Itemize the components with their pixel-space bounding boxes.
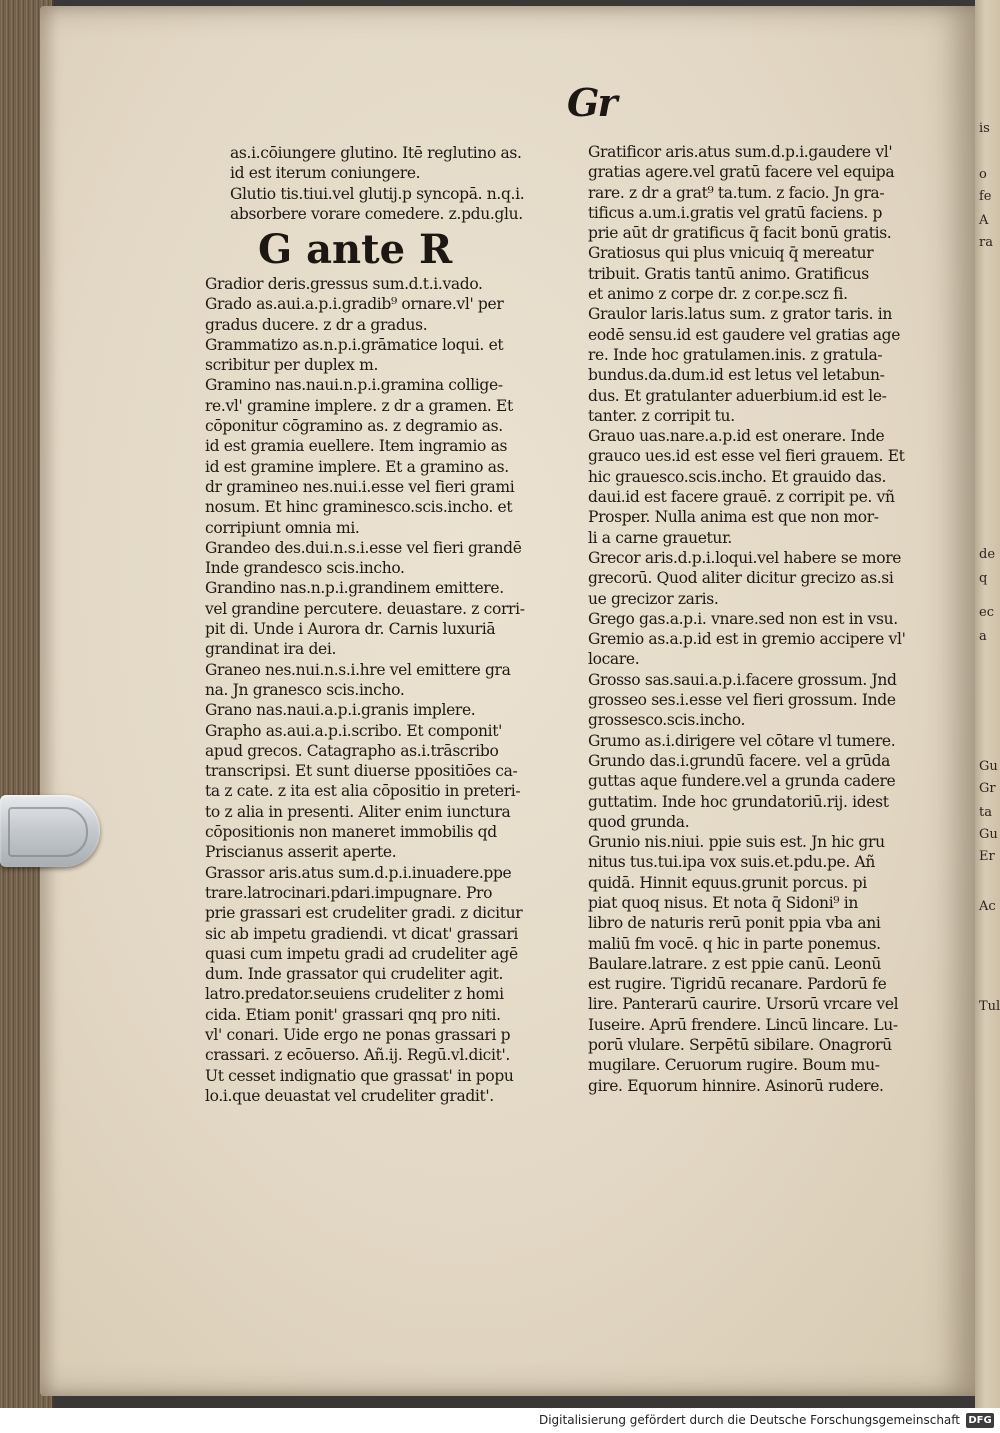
text-line: Graneo nes.nui.n.s.i.hre vel emittere gra <box>205 660 511 679</box>
left-column-top <box>230 143 524 224</box>
section-heading: G ante R <box>258 226 453 273</box>
text-line: Grumo as.i.dirigere vel cōtare vl tumere. <box>588 731 896 750</box>
text-line: grauco ues.id est esse vel fieri grauem. Et <box>588 447 905 466</box>
text-line: rare. z dr a grat⁹ ta.tum. z facio. Jn gra- <box>588 183 885 202</box>
text-line: quidā. Hinnit equus.grunit porcus. pi <box>588 873 867 892</box>
text-line: li a carne grauetur. <box>588 528 732 547</box>
text-line: Grecor aris.d.p.i.loqui.vel habere se more <box>588 548 902 567</box>
facing-page-fragment: q <box>979 571 988 586</box>
text-line: to z alia in presenti. Aliter enim iunctura <box>205 802 511 821</box>
text-line: Grassor aris.atus sum.d.p.i.inuadere.ppe <box>205 863 512 882</box>
text-line: vel grandine percutere. deuastare. z corri- <box>205 599 525 618</box>
text-line: Grano nas.naui.a.p.i.granis implere. <box>205 701 476 720</box>
text-line: tribuit. Gratis tantū animo. Gratificus <box>588 264 869 283</box>
text-line: locare. <box>588 650 640 669</box>
text-line: quasi cum impetu gradi ad crudeliter agē <box>205 944 518 963</box>
text-line: Gramino nas.naui.n.p.i.gramina collige- <box>205 376 503 395</box>
text-line: absorbere vorare comedere. z.pdu.glu. <box>230 204 523 223</box>
text-line: daui.id est facere grauē. z corripit pe. vñ <box>588 488 895 507</box>
facing-page-text-fragments <box>979 0 1000 1200</box>
text-line: scribitur per duplex m. <box>205 356 379 375</box>
text-line: apud grecos. Catagrapho as.i.trāscribo <box>205 741 499 760</box>
text-line: Grunio nis.niui. ppie suis est. Jn hic gru <box>588 833 885 852</box>
text-line: guttatim. Inde hoc grundatoriū.rij. idest <box>588 792 889 811</box>
facing-page-fragment: Gu <box>979 827 998 842</box>
facing-page-fragment: ra <box>979 235 993 250</box>
text-line: maliū fm vocē. q hic in parte ponemus. <box>588 934 881 953</box>
facing-page-fragment: ta <box>979 805 992 820</box>
text-line: Glutio tis.tiui.vel glutij.p syncopā. n.q.i. <box>230 184 525 203</box>
text-line: prie aūt dr gratificus q̄ facit bonū gratis. <box>588 224 892 243</box>
text-line: est rugire. Tigridū recanare. Pardorū fe <box>588 975 887 994</box>
text-line: grecorū. Quod aliter dicitur grecizo as.si <box>588 569 894 588</box>
text-line: Baulare.latrare. z est ppie canū. Leonū <box>588 954 881 973</box>
facing-page-fragment: is <box>979 121 990 136</box>
text-line: cida. Etiam ponit' grassari qnq pro niti. <box>205 1005 501 1024</box>
text-line: Grosso sas.saui.a.p.i.facere grossum. Jnd <box>588 670 897 689</box>
text-line: Gradior deris.gressus sum.d.t.i.vado. <box>205 275 483 293</box>
text-line: Grandino nas.n.p.i.grandinem emittere. <box>205 579 504 598</box>
facing-page-fragment: A <box>979 213 989 228</box>
text-line: Grammatizo as.n.p.i.grāmatice loqui. et <box>205 335 504 354</box>
dfg-logo: DFG <box>966 1413 994 1428</box>
text-line: guttas aque fundere.vel a grunda cadere <box>588 772 896 791</box>
text-line: Gratificor aris.atus sum.d.p.i.gaudere vl' <box>588 143 893 161</box>
text-line: corripiunt omnia mi. <box>205 518 360 537</box>
text-line: re.vl' gramine implere. z dr a gramen. Et <box>205 396 513 415</box>
text-line: pit di. Unde i Aurora dr. Carnis luxuriā <box>205 620 496 639</box>
text-line: dr gramineo nes.nui.i.esse vel fieri grami <box>205 477 515 496</box>
facing-page-fragment: Tul <box>979 999 1000 1014</box>
text-line: sic ab impetu gradiendi. vt dicat' grassari <box>205 924 519 943</box>
text-line: cōponitur cōgramino as. z degramio as. <box>205 417 503 436</box>
facing-page-fragment: de <box>979 547 996 562</box>
text-line: Gremio as.a.p.id est in gremio accipere vl' <box>588 630 906 649</box>
text-line: Grego gas.a.p.i. vnare.sed non est in vsu. <box>588 609 898 628</box>
text-line: hic grauesco.scis.incho. Et grauido das. <box>588 467 887 486</box>
footer-bar <box>0 1408 1000 1433</box>
page-clip <box>0 795 100 867</box>
text-line: transcripsi. Et sunt diuerse ppositiōes ca- <box>205 762 518 781</box>
page-header: Gr <box>567 80 616 125</box>
facing-page-fragment: fe <box>979 189 992 204</box>
text-line: id est gramine implere. Et a gramino as. <box>205 457 509 476</box>
text-line: Iuseire. Aprū frendere. Lincū lincare. Lu- <box>588 1015 898 1034</box>
text-line: mugilare. Ceruorum rugire. Boum mu- <box>588 1056 880 1075</box>
text-line: Gratiosus qui plus vnicuiq q̄ mereatur <box>588 244 874 263</box>
text-line: gire. Equorum hinnire. Asinorū rudere. <box>588 1076 884 1095</box>
text-line: id est gramia euellere. Item ingramio as <box>205 437 508 456</box>
facing-page-fragment: Gr <box>979 781 996 796</box>
text-line: id est iterum coniungere. <box>230 164 421 183</box>
text-line: grossesco.scis.incho. <box>588 711 746 730</box>
facing-page-fragment: Er <box>979 849 995 864</box>
facing-page-fragment: ec <box>979 605 994 620</box>
text-line: nitus tus.tui.ipa vox suis.et.pdu.pe. Añ <box>588 853 876 872</box>
text-line: gradus ducere. z dr a gradus. <box>205 315 428 334</box>
text-line: nosum. Et hinc graminesco.scis.incho. et <box>205 498 513 517</box>
text-line: cōpositionis non maneret immobilis qd <box>205 823 497 842</box>
text-line: Grauo uas.nare.a.p.id est onerare. Inde <box>588 427 885 446</box>
text-line: Grapho as.aui.a.p.i.scribo. Et componit' <box>205 721 503 740</box>
page-clip-inner <box>8 807 88 857</box>
text-line: bundus.da.dum.id est letus vel letabun- <box>588 366 885 385</box>
text-line: na. Jn granesco scis.incho. <box>205 680 405 699</box>
text-line: tificus a.um.i.gratis vel gratū faciens. p <box>588 203 883 222</box>
right-column <box>588 142 905 1096</box>
facing-page-fragment: Ac <box>979 899 996 914</box>
text-line: grosseo ses.i.esse vel fieri grossum. Inde <box>588 691 896 710</box>
facing-page-fragment: a <box>979 629 987 644</box>
text-line: lire. Panterarū caurire. Ursorū vrcare vel <box>588 995 899 1014</box>
text-line: Inde grandesco scis.incho. <box>205 559 405 578</box>
text-line: libro de naturis rerū ponit ppia vba ani <box>588 914 881 933</box>
facing-page-fragment: Gu <box>979 759 998 774</box>
text-line: quod grunda. <box>588 812 690 831</box>
text-line: gratias agere.vel gratū facere vel equipa <box>588 163 895 182</box>
text-line: eodē sensu.id est gaudere vel gratias age <box>588 325 901 344</box>
text-line: ta z cate. z ita est alia cōpositio in preteri- <box>205 782 521 801</box>
text-line: ue grecizor zaris. <box>588 589 719 608</box>
text-line: as.i.cōiungere glutino. Itē reglutino as. <box>230 144 522 162</box>
facing-page-fragment: o <box>979 167 987 182</box>
text-line: Grandeo des.dui.n.s.i.esse vel fieri grandē <box>205 538 522 557</box>
text-line: dum. Inde grassator qui crudeliter agit. <box>205 965 504 984</box>
text-line: Grundo das.i.grundū facere. vel a grūda <box>588 751 891 770</box>
text-line: crassari. z ecōuerso. Añ.ij. Regū.vl.dicit'. <box>205 1046 510 1065</box>
text-line: Graulor laris.latus sum. z grator taris. in <box>588 305 892 324</box>
text-line: porū vlulare. Serpētū sibilare. Onagrorū <box>588 1036 892 1055</box>
text-line: Ut cesset indignatio que grassat' in popu <box>205 1066 514 1085</box>
text-line: tanter. z corripit tu. <box>588 406 735 425</box>
text-line: grandinat ira dei. <box>205 640 337 659</box>
text-line: re. Inde hoc gratulamen.inis. z gratula- <box>588 345 883 364</box>
text-line: lo.i.que deuastat vel crudeliter gradit'. <box>205 1086 494 1105</box>
text-line: trare.latrocinari.pdari.impugnare. Pro <box>205 883 493 902</box>
funding-notice: Digitalisierung gefördert durch die Deutsche Forschungsgemeinschaft <box>538 1413 960 1427</box>
text-line: Prosper. Nulla anima est que non mor- <box>588 508 879 527</box>
text-line: Grado as.aui.a.p.i.gradib⁹ ornare.vl' per <box>205 295 504 314</box>
left-column <box>205 274 525 1106</box>
text-line: et animo z corpe dr. z cor.pe.scz fi. <box>588 285 848 304</box>
text-line: latro.predator.seuiens crudeliter z homi <box>205 985 504 1004</box>
text-line: piat quoq nisus. Et nota q̄ Sidoni⁹ in <box>588 893 858 912</box>
text-line: prie grassari est crudeliter gradi. z dicitur <box>205 904 523 923</box>
text-line: dus. Et gratulanter aduerbium.id est le- <box>588 386 887 405</box>
text-line: Priscianus asserit aperte. <box>205 843 397 862</box>
text-line: vl' conari. Uide ergo ne ponas grassari p <box>205 1025 511 1044</box>
